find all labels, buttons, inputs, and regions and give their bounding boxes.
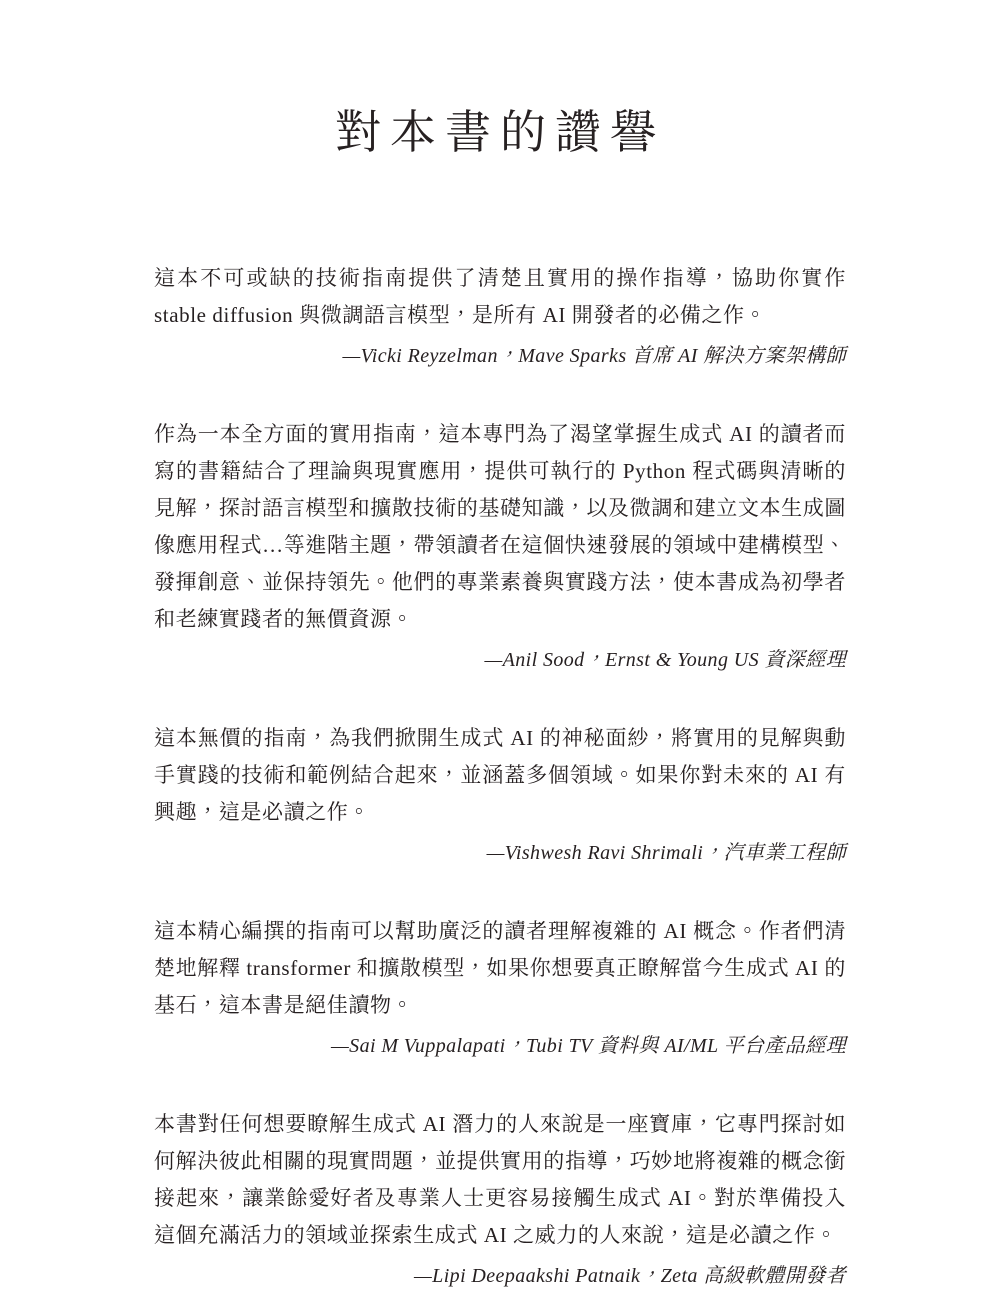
page-title: 對本書的讚譽 (335, 107, 665, 158)
testimonial-quote: 這本精心編撰的指南可以幫助廣泛的讀者理解複雜的 AI 概念。作者們清楚地解釋 transformer 和擴散模型，如果你想要真正瞭解當今生成式 AI 的基石，這本書是絕佳讀物。 (154, 919, 846, 1017)
testimonial-attribution: —Vicki Reyzelman，Mave Sparks 首席 AI 解決方案架構師 (342, 345, 846, 367)
testimonial-quote: 這本不可或缺的技術指南提供了清楚且實用的操作指導，協助你實作 stable diffusion 與微調語言模型，是所有 AI 開發者的必備之作。 (154, 266, 846, 327)
testimonial (154, 913, 846, 1063)
testimonial (154, 416, 846, 677)
testimonial (154, 720, 846, 870)
testimonial-attribution: —Vishwesh Ravi Shrimali，汽車業工程師 (486, 842, 846, 864)
testimonial-quote: 這本無價的指南，為我們掀開生成式 AI 的神秘面紗，將實用的見解與動手實踐的技術和範例結合起來，並涵蓋多個領域。如果你對未來的 AI 有興趣，這是必讀之作。 (154, 726, 846, 824)
testimonial (154, 1106, 846, 1293)
testimonial-attribution: —Anil Sood，Ernst & Young US 資深經理 (484, 649, 846, 671)
testimonial-quote: 本書對任何想要瞭解生成式 AI 潛力的人來說是一座寶庫，它專門探討如何解決彼此相關的現實問題，並提供實用的指導，巧妙地將複雜的概念銜接起來，讓業餘愛好者及專業人士更容易接觸生成式 AI。對於準備投入這個充滿活力的領域並探索生成式 AI 之威力的人來說，這是必讀之作。 (154, 1112, 846, 1247)
testimonial-attribution: —Lipi Deepaakshi Patnaik，Zeta 高級軟體開發者 (414, 1265, 846, 1287)
testimonial-attribution: —Sai M Vuppalapati，Tubi TV 資料與 AI/ML 平台產品經理 (330, 1035, 846, 1057)
testimonial-quote: 作為一本全方面的實用指南，這本專門為了渴望掌握生成式 AI 的讀者而寫的書籍結合了理論與現實應用，提供可執行的 Python 程式碼與清晰的見解，探討語言模型和擴散技術的基礎知識，以及微調和建立文本生成圖像應用程式…等進階主題，帶領讀者在這個快速發展的領域中建構模型、發揮創意、並保持領先。他們的專業素養與實踐方法，使本書成為初學者和老練實踐者的無價資源。 (154, 422, 846, 631)
testimonials-section (154, 260, 846, 1293)
testimonial (154, 260, 846, 373)
